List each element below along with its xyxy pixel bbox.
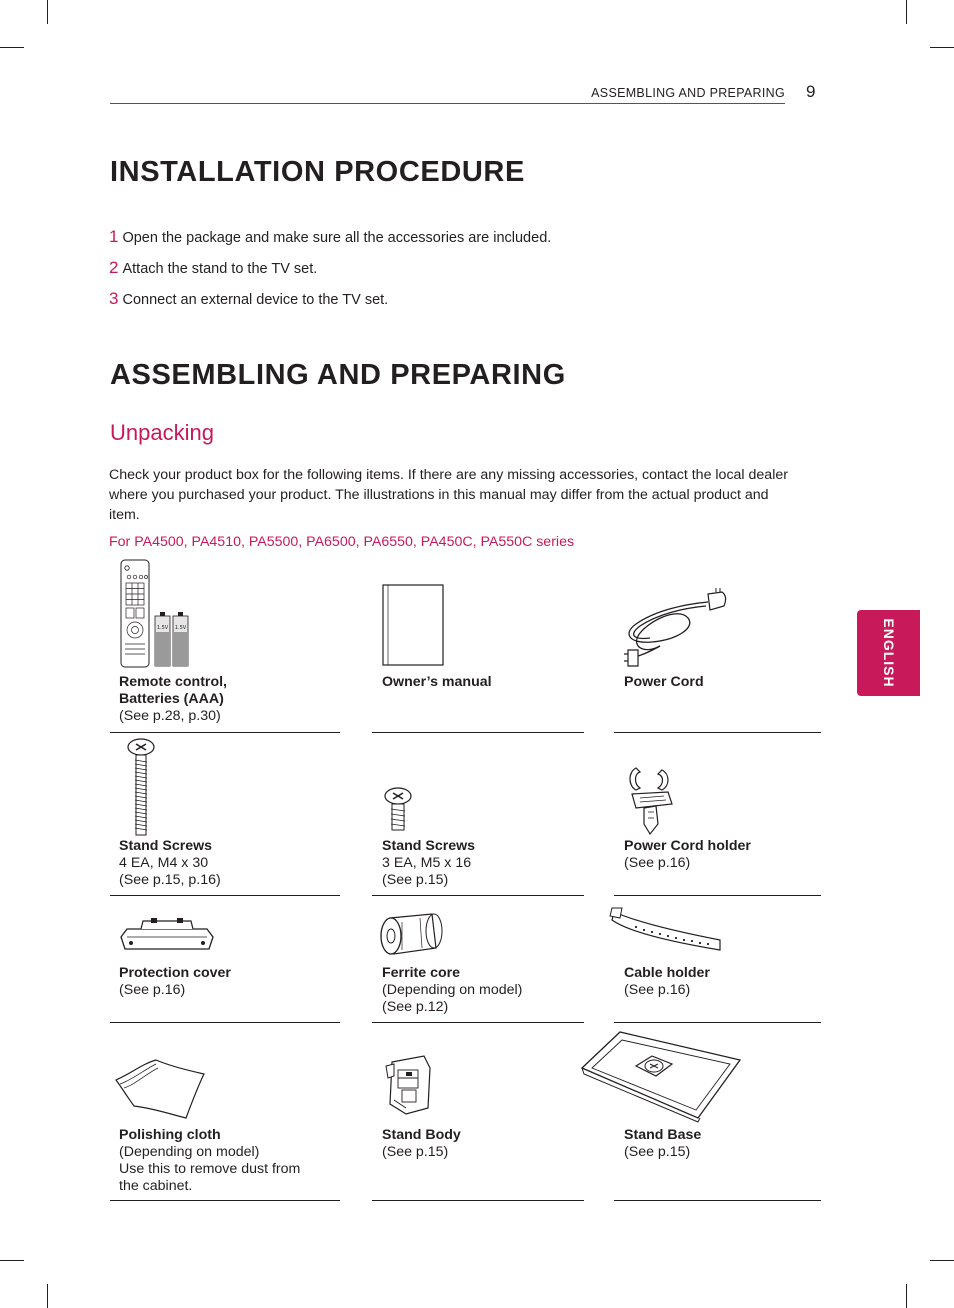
crop-mark (47, 0, 48, 24)
item-spec: 4 EA, M4 x 30 (119, 855, 209, 871)
protection-cover-icon (117, 915, 217, 955)
polishing-cloth-icon (112, 1056, 210, 1122)
crop-mark (906, 1284, 907, 1308)
unpacking-intro: Check your product box for the following items. If there are any missing accessories, contact the local dealer where you purchased your product. The illustrations in this manual may differ from the actual product and item. (109, 467, 788, 523)
row-divider (372, 732, 584, 733)
remote-control-icon (118, 558, 198, 670)
crop-mark (930, 1260, 954, 1261)
item-note: (See p.16) (624, 855, 691, 871)
manual-icon (382, 584, 446, 668)
step-text: Attach the stand to the TV set. (122, 261, 318, 277)
item-title: Owner’s manual (382, 674, 492, 690)
item-condition: (Depending on model) (382, 982, 523, 998)
row-divider (372, 895, 584, 896)
row-divider (110, 1022, 340, 1023)
running-header: ASSEMBLING AND PREPARING (591, 86, 785, 100)
ferrite-core-icon (376, 910, 446, 958)
item-note: (See p.12) (382, 999, 449, 1015)
item-polishing-cloth (119, 1127, 300, 1195)
item-title: Stand Screws (382, 838, 476, 854)
step-1 (109, 227, 551, 247)
item-stand-body (382, 1127, 461, 1161)
long-screw-icon (125, 738, 157, 838)
item-title: Ferrite core (382, 965, 461, 981)
step-number: 3 (109, 289, 119, 308)
row-divider (614, 895, 821, 896)
item-protection-cover (119, 965, 231, 999)
item-title: Polishing cloth (119, 1127, 221, 1143)
step-3 (109, 289, 388, 309)
row-divider (614, 1200, 821, 1201)
step-number: 1 (109, 227, 119, 246)
stand-body-icon (384, 1052, 434, 1118)
item-title: Batteries (AAA) (119, 691, 224, 707)
item-stand-screws-m4 (119, 838, 221, 889)
item-stand-screws-m5 (382, 838, 475, 889)
model-series: For PA4500, PA4510, PA5500, PA6500, PA6550, PA450C, PA550C series (109, 534, 575, 550)
row-divider (372, 1022, 584, 1023)
item-note: (See p.15, p.16) (119, 872, 221, 888)
row-divider (614, 1022, 821, 1023)
page-number: 9 (806, 82, 816, 101)
item-ferrite-core (382, 965, 522, 1016)
item-note: (See p.15) (624, 1144, 691, 1160)
item-note: (See p.28, p.30) (119, 708, 221, 724)
step-2 (109, 258, 317, 278)
short-screw-icon (382, 786, 414, 834)
stand-base-icon (580, 1026, 744, 1122)
item-condition: (Depending on model) (119, 1144, 260, 1160)
item-title: Cable holder (624, 965, 710, 981)
row-divider (110, 895, 340, 896)
row-divider (110, 732, 340, 733)
item-title: Protection cover (119, 965, 231, 981)
item-cable-holder (624, 965, 710, 999)
battery-label: 1.5V (156, 625, 169, 631)
item-title: Stand Body (382, 1127, 461, 1143)
item-power-cord (624, 674, 704, 691)
crop-mark (0, 47, 24, 48)
header-rule (110, 103, 785, 104)
step-number: 2 (109, 258, 119, 277)
assembling-title: ASSEMBLING AND PREPARING (110, 359, 566, 391)
item-title: Remote control, (119, 674, 227, 690)
installation-title: INSTALLATION PROCEDURE (110, 156, 525, 188)
item-title: Power Cord (624, 674, 704, 690)
crop-mark (930, 47, 954, 48)
battery-label: 1.5V (174, 625, 187, 631)
row-divider (614, 732, 821, 733)
item-power-cord-holder (624, 838, 751, 872)
crop-mark (906, 0, 907, 24)
crop-mark (47, 1284, 48, 1308)
item-note: (See p.16) (624, 982, 691, 998)
item-stand-base (624, 1127, 701, 1161)
power-cord-icon (616, 588, 732, 670)
item-remote-control (119, 674, 227, 725)
step-text: Connect an external device to the TV set. (122, 292, 389, 308)
row-divider (372, 1200, 584, 1201)
row-divider (110, 1200, 340, 1201)
item-title: Stand Screws (119, 838, 213, 854)
item-note: (See p.16) (119, 982, 186, 998)
item-note: (See p.15) (382, 1144, 449, 1160)
item-description: the cabinet. (119, 1178, 193, 1194)
item-description: Use this to remove dust from (119, 1161, 301, 1177)
item-title: Stand Base (624, 1127, 702, 1143)
item-note: (See p.15) (382, 872, 449, 888)
cord-holder-icon (622, 764, 682, 836)
language-tab (857, 610, 920, 696)
item-spec: 3 EA, M5 x 16 (382, 855, 472, 871)
crop-mark (0, 1260, 24, 1261)
cable-holder-icon (608, 906, 726, 956)
unpacking-heading: Unpacking (110, 420, 214, 445)
language-tab-label: ENGLISH (880, 618, 897, 688)
item-title: Power Cord holder (624, 838, 751, 854)
item-owners-manual (382, 674, 492, 691)
step-text: Open the package and make sure all the accessories are included. (122, 230, 552, 246)
